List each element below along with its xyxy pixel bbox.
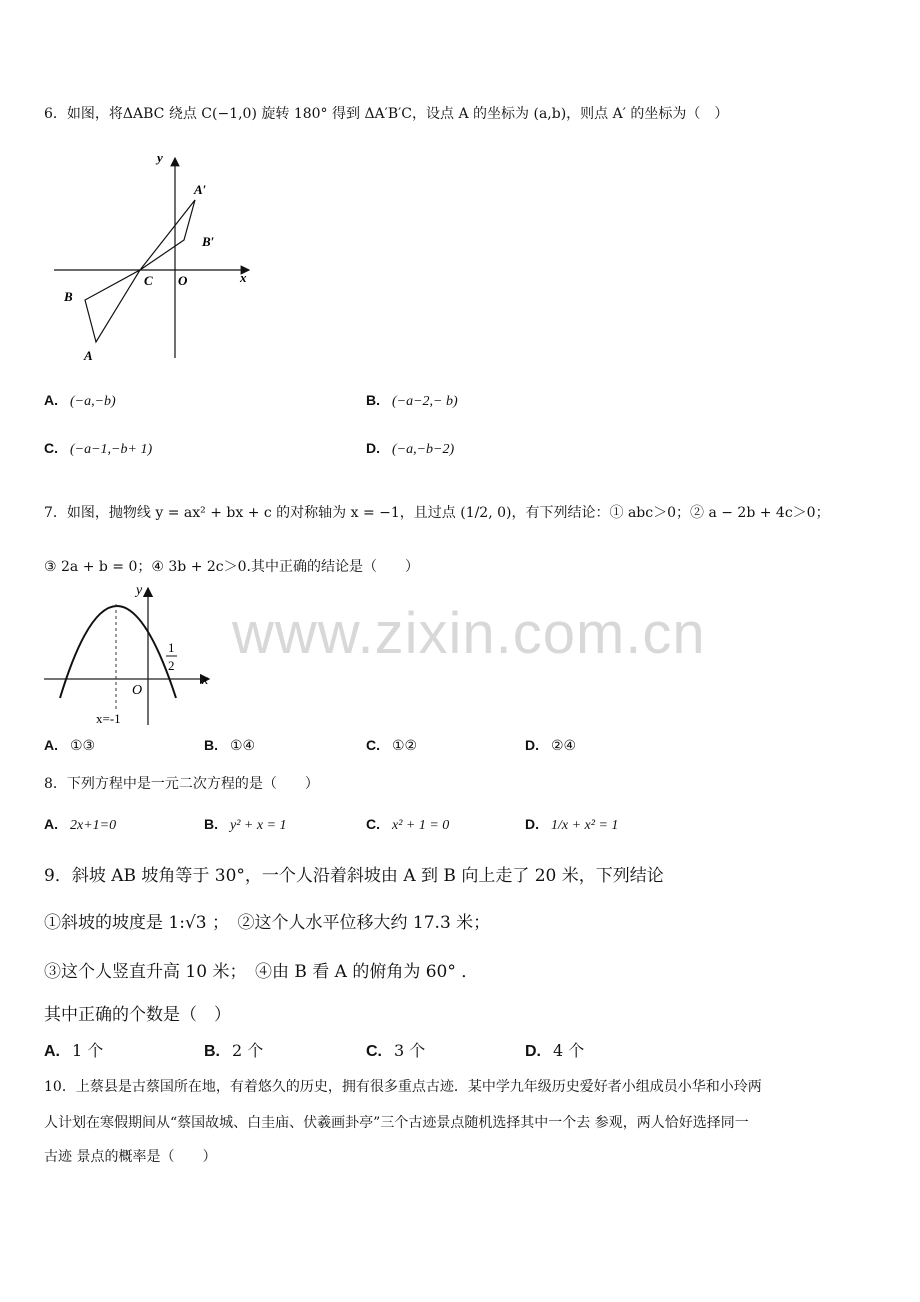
triangle-a-prime-b-prime-c — [140, 200, 195, 270]
label-a-prime: A′ — [194, 182, 207, 197]
q7-option-a[interactable]: A. ①③ — [44, 737, 96, 754]
label-a: A — [84, 348, 93, 363]
label-c: C — [144, 273, 153, 288]
q7-option-c[interactable]: C. ①② — [366, 737, 418, 754]
label-x: x — [240, 270, 247, 285]
label-half-num: 1 — [168, 640, 175, 655]
label-o: O — [178, 273, 188, 288]
q6-stem: 6．如图，将ΔABC 绕点 C(−1,0) 旋转 180° 得到 ΔA′B′C，设点 A 的坐标为 (a,b)，则点 A′ 的坐标为（ ） — [44, 106, 729, 122]
q8-option-c[interactable]: C. x² + 1 = 0 — [366, 816, 450, 833]
label-b-prime: B′ — [202, 234, 215, 249]
q10-line2: 人计划在寒假期间从“蔡国故城、白圭庙、伏羲画卦亭”三个古迹景点随机选择其中一个去 参观，两人恰好选择同一 — [44, 1115, 749, 1131]
label-half-den: 2 — [168, 658, 175, 673]
q9-option-c[interactable]: C. 3 个 — [366, 1041, 426, 1060]
q7-stem-line1: 7．如图，抛物线 y = ax² + bx + c 的对称轴为 x = −1，且过点 (1/2, 0)，有下列结论：① abc＞0；② a − 2b + 4c＞0； — [44, 505, 830, 521]
q8-option-d[interactable]: D. 1/x + x² = 1 — [525, 816, 619, 833]
q6-figure — [44, 148, 264, 370]
q6-option-d[interactable]: D. (−a,−b−2) — [366, 440, 455, 457]
label-axis: x=-1 — [96, 711, 121, 726]
label-y: y — [136, 583, 143, 598]
q8-option-a[interactable]: A. 2x+1=0 — [44, 816, 117, 833]
label-x: x — [202, 673, 209, 688]
q9-option-a[interactable]: A. 1 个 — [44, 1041, 104, 1060]
q10-line3: 古迹 景点的概率是（ ） — [44, 1149, 217, 1165]
parabola — [60, 606, 176, 698]
label-o: O — [132, 683, 143, 698]
q10-line1: 10．上蔡县是古蔡国所在地，有着悠久的历史，拥有很多重点古迹．某中学九年级历史爱好者小组成员小华和小玲两 — [44, 1079, 762, 1095]
q9-conclusions-2: ③这个人竖直升高 10 米； ④由 B 看 A 的俯角为 60° ． — [44, 962, 479, 982]
label-b: B — [64, 289, 73, 304]
q9-stem: 9．斜坡 AB 坡角等于 30°，一个人沿着斜坡由 A 到 B 向上走了 20 米，下列结论 — [44, 866, 664, 886]
triangle-abc — [85, 270, 140, 342]
q7-option-b[interactable]: B. ①④ — [204, 737, 256, 754]
watermark: www.zixin.com.cn — [232, 601, 706, 666]
q7-stem-line2: ③ 2a + b = 0；④ 3b + 2c＞0.其中正确的结论是（ ） — [44, 559, 419, 575]
q9-conclusions-1: ①斜坡的坡度是 1:√3 ； ②这个人水平位移大约 17.3 米； — [44, 913, 491, 933]
q6-option-c[interactable]: C. (−a−1,−b+ 1) — [44, 440, 153, 457]
q6-option-b[interactable]: B. (−a−2,− b) — [366, 392, 458, 409]
q9-option-b[interactable]: B. 2 个 — [204, 1041, 264, 1060]
q9-option-d[interactable]: D. 4 个 — [525, 1041, 585, 1060]
q6-option-a[interactable]: A. (−a,−b) — [44, 392, 116, 409]
q9-question: 其中正确的个数是（ ） — [44, 1005, 231, 1025]
q8-option-b[interactable]: B. y² + x = 1 — [204, 816, 287, 833]
label-y: y — [157, 150, 163, 165]
q7-option-d[interactable]: D. ②④ — [525, 737, 577, 754]
q8-stem: 8．下列方程中是一元二次方程的是（ ） — [44, 776, 319, 792]
q7-figure — [44, 580, 224, 730]
